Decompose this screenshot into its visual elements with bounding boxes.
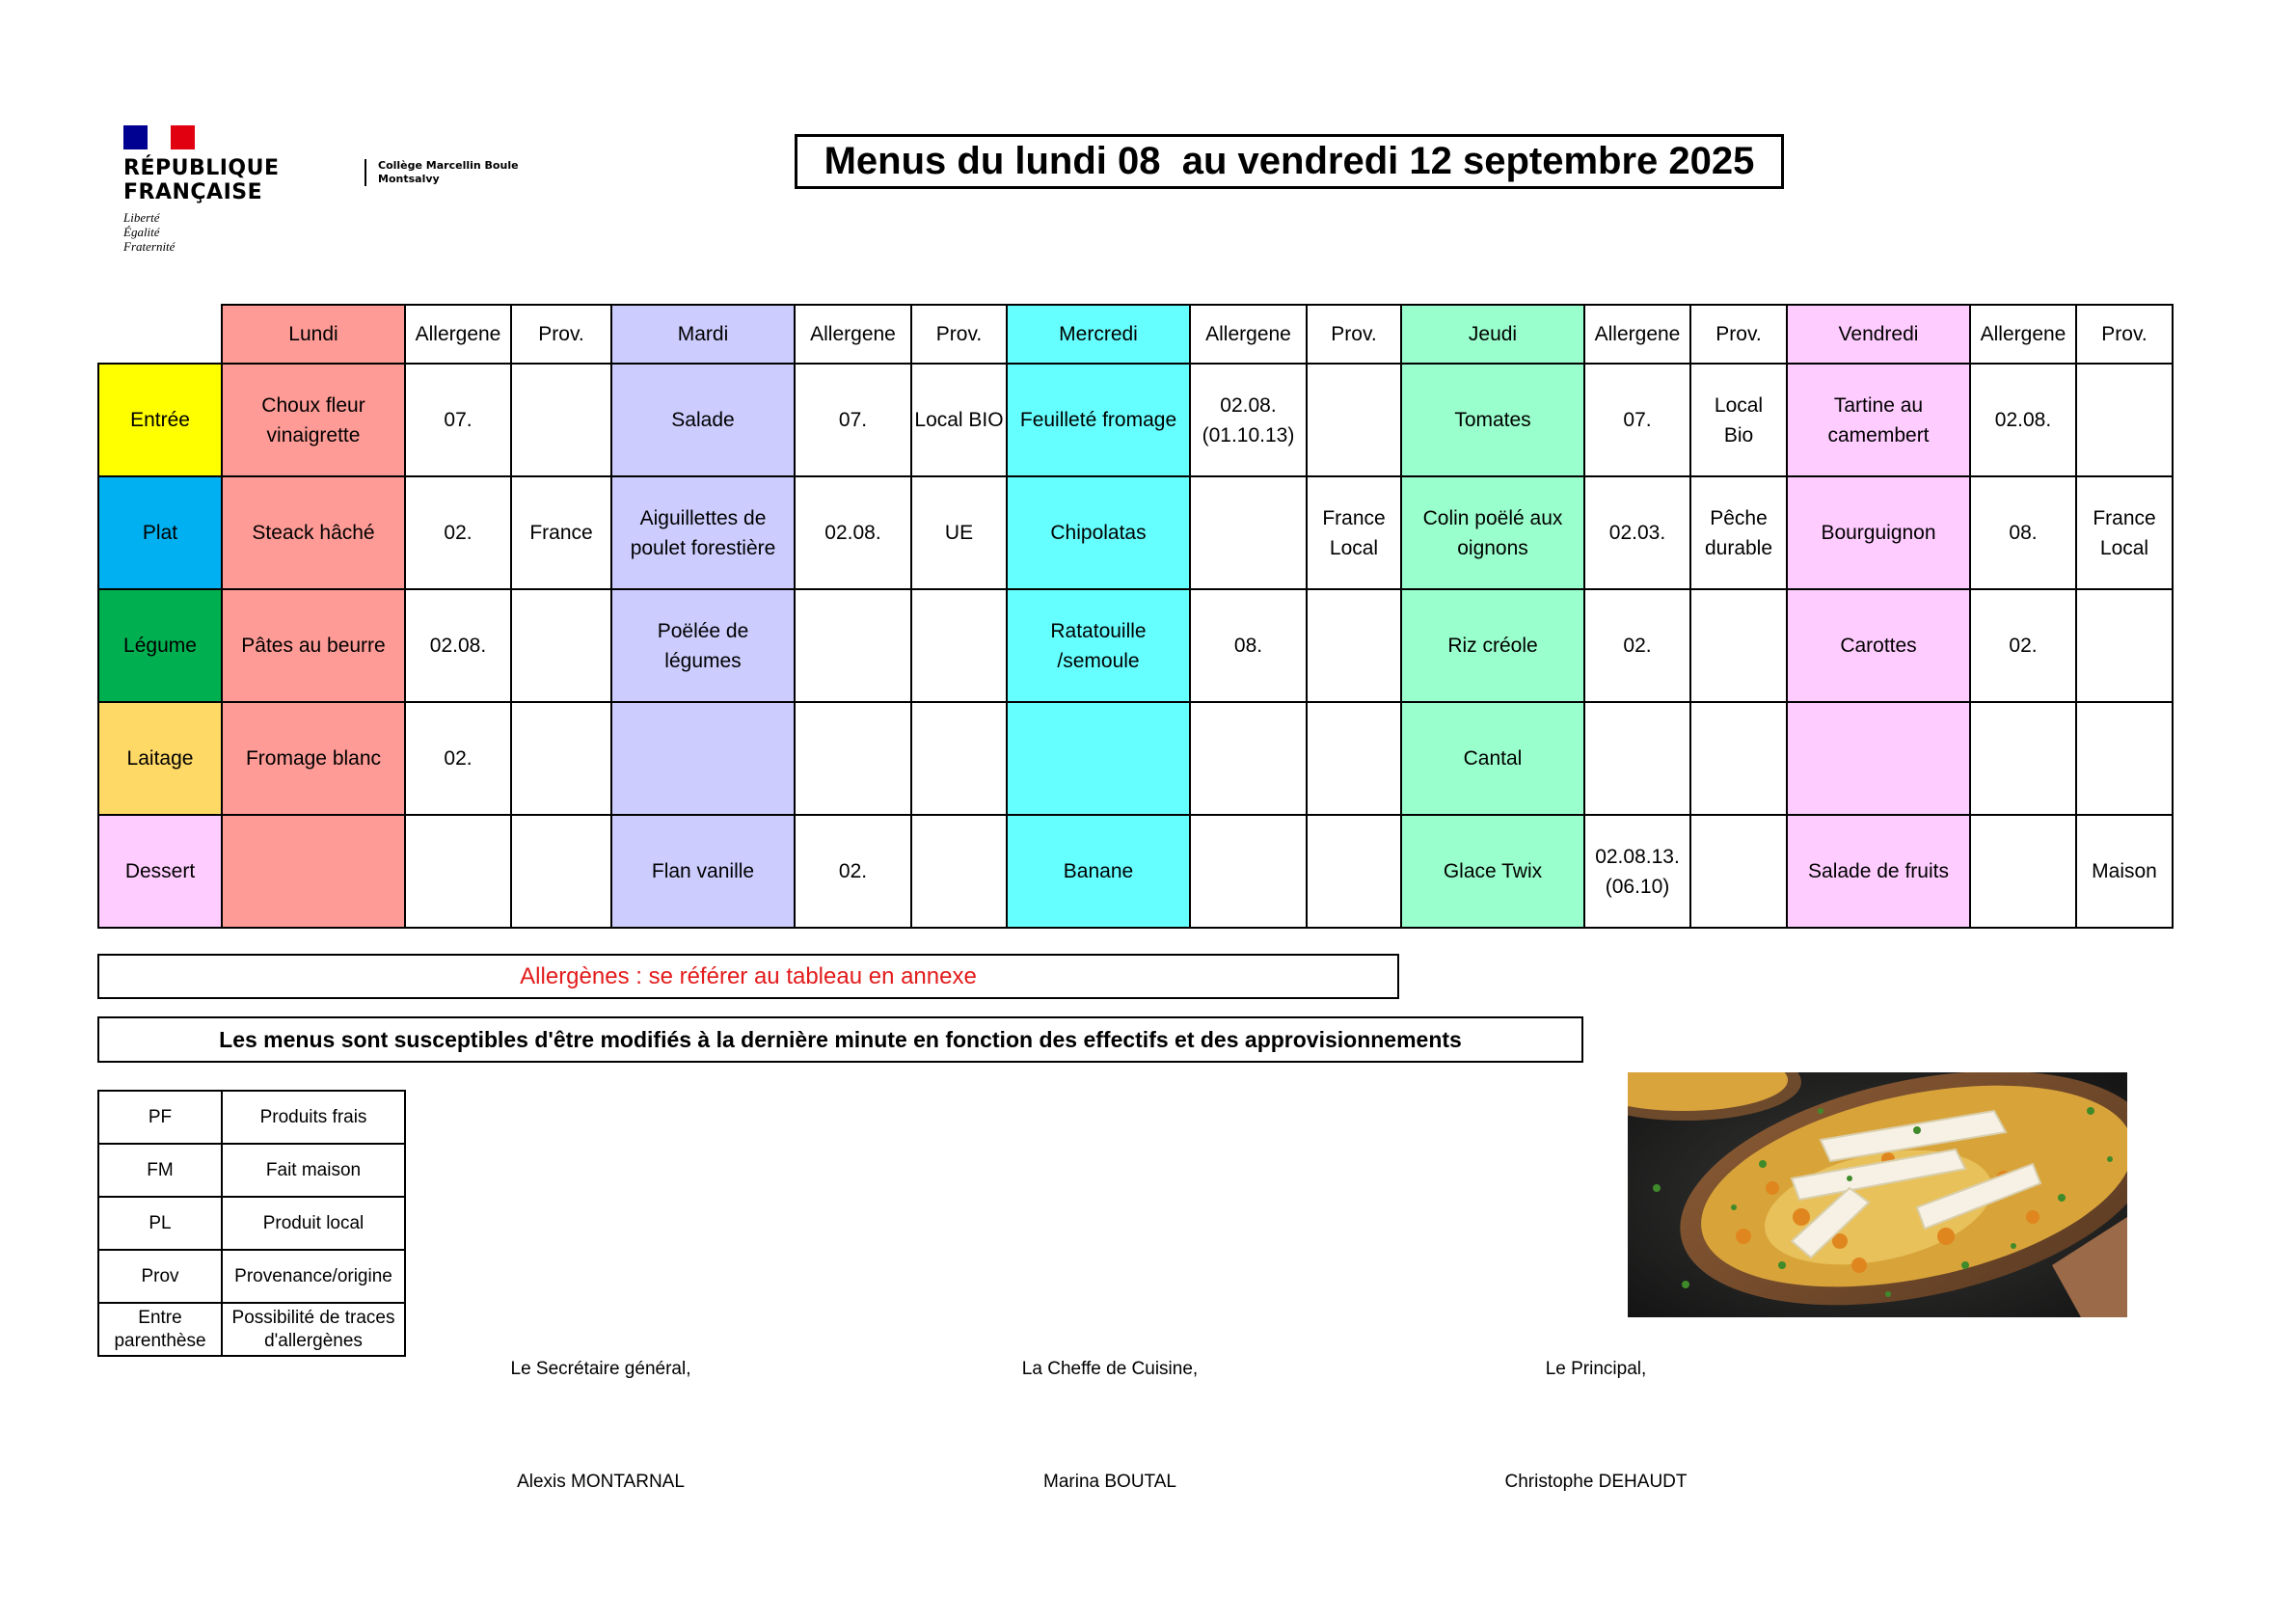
menu-row-plat xyxy=(98,476,2173,589)
allergene-header: Allergene xyxy=(795,305,911,364)
prov-cell: France Local xyxy=(2076,476,2173,589)
dish-cell: Fromage blanc xyxy=(222,702,405,815)
row-label-entree: Entrée xyxy=(98,364,222,476)
allergene-cell xyxy=(1190,702,1307,815)
menu-row-entree xyxy=(98,364,2173,476)
dish-cell: Chipolatas xyxy=(1007,476,1190,589)
modifications-note: Les menus sont susceptibles d'être modifiés à la dernière minute en fonction des effectifs et des approvisionnements xyxy=(97,1016,1583,1063)
signature-role-cheffe: La Cheffe de Cuisine, xyxy=(1021,1359,1199,1379)
allergene-cell xyxy=(1584,702,1690,815)
dish-cell: Cantal xyxy=(1401,702,1584,815)
dish-cell: Colin poëlé aux oignons xyxy=(1401,476,1584,589)
legend-row xyxy=(98,1250,405,1303)
menu-header-row xyxy=(98,305,2173,364)
dish-cell: Salade de fruits xyxy=(1787,815,1970,928)
legend-code: PF xyxy=(98,1091,222,1144)
allergene-cell xyxy=(405,815,511,928)
prov-cell xyxy=(511,589,611,702)
allergene-header: Allergene xyxy=(1584,305,1690,364)
prov-cell xyxy=(2076,702,2173,815)
prov-cell xyxy=(1690,589,1787,702)
signature-name-cheffe: Marina BOUTAL xyxy=(1043,1472,1176,1492)
legend-row xyxy=(98,1144,405,1197)
row-label-legume: Légume xyxy=(98,589,222,702)
menu-row-dessert xyxy=(98,815,2173,928)
signature-role-secretaire: Le Secrétaire général, xyxy=(510,1359,691,1379)
allergene-cell: 02. xyxy=(1584,589,1690,702)
prov-cell xyxy=(1690,815,1787,928)
dish-cell xyxy=(1007,702,1190,815)
allergene-cell xyxy=(795,702,911,815)
legend-code: Entre parenthèse xyxy=(98,1303,222,1356)
legend-table xyxy=(97,1090,406,1357)
allergene-cell: 02.08. xyxy=(405,589,511,702)
day-header-jeudi: Jeudi xyxy=(1401,305,1584,364)
republique-francaise-logo xyxy=(123,125,280,254)
dish-cell: Glace Twix xyxy=(1401,815,1584,928)
day-header-lundi: Lundi xyxy=(222,305,405,364)
allergene-header: Allergene xyxy=(1970,305,2076,364)
dish-cell: Riz créole xyxy=(1401,589,1584,702)
dish-cell: Steack hâché xyxy=(222,476,405,589)
allergene-cell: 02.08. xyxy=(1970,364,2076,476)
menu-row-legume xyxy=(98,589,2173,702)
prov-header: Prov. xyxy=(1690,305,1787,364)
prov-header: Prov. xyxy=(511,305,611,364)
prov-cell xyxy=(511,364,611,476)
prov-cell xyxy=(511,702,611,815)
prov-cell xyxy=(1307,589,1401,702)
prov-header: Prov. xyxy=(1307,305,1401,364)
row-label-plat: Plat xyxy=(98,476,222,589)
allergenes-note: Allergènes : se référer au tableau en annexe xyxy=(97,954,1399,999)
legend-code: Prov xyxy=(98,1250,222,1303)
prov-cell xyxy=(2076,364,2173,476)
allergene-cell: 02.08.13. (06.10) xyxy=(1584,815,1690,928)
college-line-1: Collège Marcellin Boule xyxy=(378,159,519,172)
allergene-cell: 08. xyxy=(1970,476,2076,589)
allergene-cell: 02. xyxy=(795,815,911,928)
legend-row xyxy=(98,1303,405,1356)
allergene-cell: 07. xyxy=(1584,364,1690,476)
allergene-cell xyxy=(1970,702,2076,815)
allergene-cell: 02.08. (01.10.13) xyxy=(1190,364,1307,476)
legend-meaning: Fait maison xyxy=(222,1144,405,1197)
legend-row xyxy=(98,1197,405,1250)
menu-row-laitage xyxy=(98,702,2173,815)
motto xyxy=(123,210,280,254)
allergene-header: Allergene xyxy=(405,305,511,364)
prov-cell xyxy=(1307,815,1401,928)
allergene-cell xyxy=(1970,815,2076,928)
legend-code: FM xyxy=(98,1144,222,1197)
prov-cell: UE xyxy=(911,476,1007,589)
prov-cell xyxy=(911,589,1007,702)
prov-cell xyxy=(1690,702,1787,815)
prov-cell: Maison xyxy=(2076,815,2173,928)
prov-cell xyxy=(1307,702,1401,815)
day-header-vendredi: Vendredi xyxy=(1787,305,1970,364)
allergene-header: Allergene xyxy=(1190,305,1307,364)
allergene-cell xyxy=(1190,815,1307,928)
dish-cell: Aiguillettes de poulet forestière xyxy=(611,476,795,589)
prov-header: Prov. xyxy=(911,305,1007,364)
dish-cell: Ratatouille /semoule xyxy=(1007,589,1190,702)
allergene-cell xyxy=(795,589,911,702)
dish-cell: Feuilleté fromage xyxy=(1007,364,1190,476)
dish-cell: Poëlée de légumes xyxy=(611,589,795,702)
dish-cell xyxy=(611,702,795,815)
prov-cell: Local Bio xyxy=(1690,364,1787,476)
prov-header: Prov. xyxy=(2076,305,2173,364)
francaise-text: FRANÇAISE xyxy=(123,180,263,204)
dish-cell: Tomates xyxy=(1401,364,1584,476)
page-title: Menus du lundi 08 au vendredi 12 septembre 2025 xyxy=(824,140,1755,182)
prov-cell xyxy=(2076,589,2173,702)
allergene-cell: 02.03. xyxy=(1584,476,1690,589)
corner-cell xyxy=(98,305,222,364)
prov-cell: France Local xyxy=(1307,476,1401,589)
dish-cell: Banane xyxy=(1007,815,1190,928)
dish-cell: Tartine au camembert xyxy=(1787,364,1970,476)
allergene-cell: 02.08. xyxy=(795,476,911,589)
legend-code: PL xyxy=(98,1197,222,1250)
row-label-dessert: Dessert xyxy=(98,815,222,928)
row-label-laitage: Laitage xyxy=(98,702,222,815)
dish-cell: Choux fleur vinaigrette xyxy=(222,364,405,476)
allergene-cell: 02. xyxy=(1970,589,2076,702)
motto-liberte: Liberté xyxy=(123,210,160,225)
prov-cell: France xyxy=(511,476,611,589)
dish-cell: Pâtes au beurre xyxy=(222,589,405,702)
motto-fraternite: Fraternité xyxy=(123,239,176,254)
prov-cell xyxy=(911,702,1007,815)
republique-text: RÉPUBLIQUE xyxy=(123,156,280,180)
dish-cell xyxy=(222,815,405,928)
allergene-cell xyxy=(1190,476,1307,589)
legend-row xyxy=(98,1091,405,1144)
allergene-cell: 07. xyxy=(795,364,911,476)
allergene-cell: 08. xyxy=(1190,589,1307,702)
allergene-cell: 07. xyxy=(405,364,511,476)
dish-cell: Carottes xyxy=(1787,589,1970,702)
dish-cell xyxy=(1787,702,1970,815)
legend-meaning: Produit local xyxy=(222,1197,405,1250)
french-flag-icon xyxy=(123,125,195,149)
signature-name-principal: Christophe DEHAUDT xyxy=(1504,1472,1688,1492)
page-title-box xyxy=(795,134,1784,189)
prov-cell: Pêche durable xyxy=(1690,476,1787,589)
signature-role-principal: Le Principal, xyxy=(1545,1359,1647,1379)
dish-cell: Bourguignon xyxy=(1787,476,1970,589)
prov-cell xyxy=(911,815,1007,928)
signature-name-secretaire: Alexis MONTARNAL xyxy=(517,1472,685,1492)
college-line-2: Montsalvy xyxy=(378,173,440,185)
day-header-mardi: Mardi xyxy=(611,305,795,364)
allergene-cell: 02. xyxy=(405,702,511,815)
allergene-cell: 02. xyxy=(405,476,511,589)
motto-egalite: Égalité xyxy=(123,225,160,239)
menu-table xyxy=(97,304,2174,929)
legend-meaning: Produits frais xyxy=(222,1091,405,1144)
dish-cell: Flan vanille xyxy=(611,815,795,928)
legend-meaning: Provenance/origine xyxy=(222,1250,405,1303)
tartine-camembert-photo xyxy=(1628,1072,2127,1317)
legend-meaning: Possibilité de traces d'allergènes xyxy=(222,1303,405,1356)
prov-cell xyxy=(1307,364,1401,476)
college-name xyxy=(365,159,519,186)
prov-cell: Local BIO xyxy=(911,364,1007,476)
day-header-mercredi: Mercredi xyxy=(1007,305,1190,364)
dish-cell: Salade xyxy=(611,364,795,476)
prov-cell xyxy=(511,815,611,928)
